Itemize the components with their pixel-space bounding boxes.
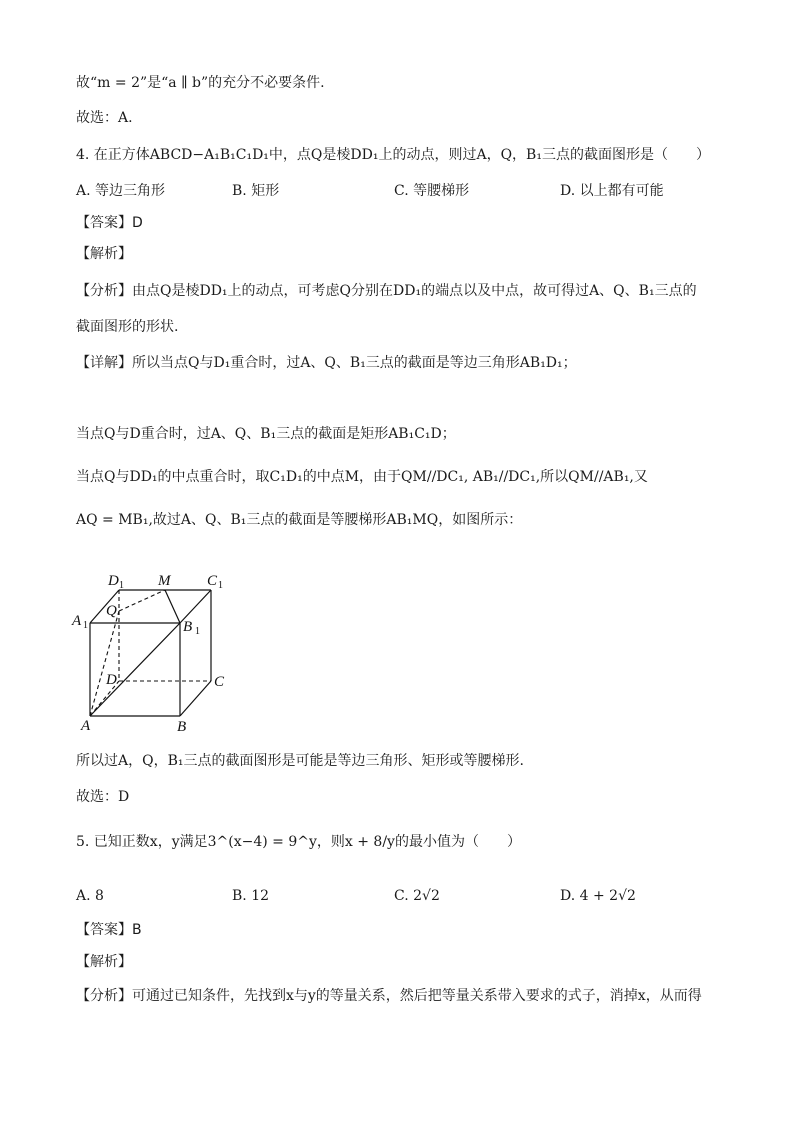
label-b: B xyxy=(177,719,187,735)
q4-analysis-header: 【解析】 xyxy=(76,246,132,262)
text-line-m2: 故“m = 2”是“a ∥ b”的充分不必要条件. xyxy=(76,75,325,91)
q4-option-a: A. 等边三角形 xyxy=(76,183,166,199)
q4-option-d: D. 以上都有可能 xyxy=(560,183,664,199)
label-a1-sub: 1 xyxy=(83,620,88,631)
text-line-choose-a: 故选：A. xyxy=(76,110,133,126)
label-d1-sub: 1 xyxy=(119,580,124,591)
q4-option-c: C. 等腰梯形 xyxy=(394,183,470,199)
question-5-stem: 5. 已知正数x，y满足3^(x−4) = 9^y，则x + 8/y的最小值为（ ） xyxy=(76,834,521,850)
q4-detail-line4: AQ = MB₁,故过A、Q、B₁三点的截面是等腰梯形AB₁MQ，如图所示： xyxy=(76,512,523,528)
label-a: A xyxy=(81,718,91,734)
q4-option-b: B. 矩形 xyxy=(232,183,280,199)
q4-analysis-line1: 【分析】由点Q是棱DD₁上的动点，可考虑Q分别在DD₁的端点以及中点，故可得过A、Q、B₁三点的 xyxy=(76,283,697,299)
label-b1-sub: 1 xyxy=(195,626,200,637)
label-q: Q xyxy=(106,603,117,619)
label-b1: B xyxy=(183,619,193,635)
q4-choose-d: 故选：D xyxy=(76,789,130,805)
label-a1: A xyxy=(72,613,82,629)
q5-option-a: A. 8 xyxy=(76,888,104,904)
label-d1: D xyxy=(108,573,119,589)
q4-answer: 【答案】D xyxy=(76,215,143,231)
q4-conclusion: 所以过A，Q，B₁三点的截面图形是可能是等边三角形、矩形或等腰梯形. xyxy=(76,753,524,769)
q4-detail-line1: 【详解】所以当点Q与D₁重合时，过A、Q、B₁三点的截面是等边三角形AB₁D₁； xyxy=(76,355,577,371)
label-c1-sub: 1 xyxy=(218,580,223,591)
cube-section-figure xyxy=(70,568,250,738)
q4-detail-line2: 当点Q与D重合时，过A、Q、B₁三点的截面是矩形AB₁C₁D； xyxy=(76,426,456,442)
q5-option-c: C. 2√2 xyxy=(394,888,440,904)
q5-analysis-header: 【解析】 xyxy=(76,954,132,970)
q5-option-d: D. 4 + 2√2 xyxy=(560,888,636,904)
q5-option-b: B. 12 xyxy=(232,888,270,904)
label-d: D xyxy=(106,672,117,688)
label-m: M xyxy=(158,573,171,589)
label-c1: C xyxy=(207,573,218,589)
label-c: C xyxy=(214,674,225,690)
q5-answer: 【答案】B xyxy=(76,922,142,938)
question-4-stem: 4. 在正方体ABCD−A₁B₁C₁D₁中，点Q是棱DD₁上的动点，则过A，Q，B₁三点的截面图形是（ ） xyxy=(76,147,710,163)
q5-analysis-line1: 【分析】可通过已知条件，先找到x与y的等量关系，然后把等量关系带入要求的式子，消掉x，从而得 xyxy=(76,988,702,1004)
q4-analysis-line2: 截面图形的形状. xyxy=(76,319,179,335)
q4-detail-line3: 当点Q与DD₁的中点重合时，取C₁D₁的中点M，由于QM//DC₁, AB₁//DC₁,所以QM//AB₁,又 xyxy=(76,469,648,485)
